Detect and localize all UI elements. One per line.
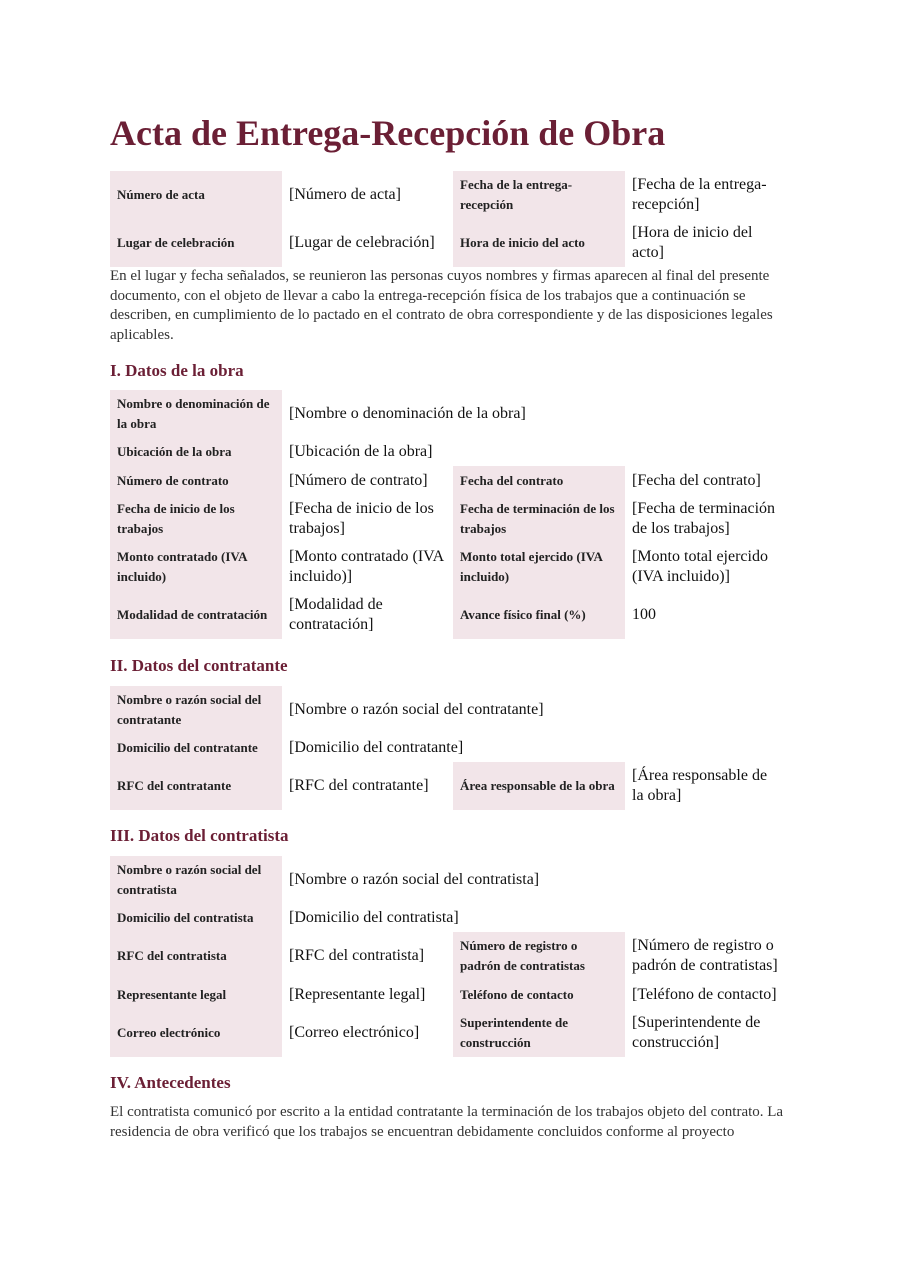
field-label: Modalidad de contratación	[110, 591, 282, 639]
field-value: [Correo electrónico]	[289, 1024, 420, 1041]
antecedentes-paragraph: El contratista comunicó por escrito a la entidad contratante la terminación de los trabajos objeto del contrato. La residencia de obra verificó que los trabajos se encuentran debidamente concluidos conforme al proyecto	[110, 1104, 784, 1140]
table-row	[110, 495, 786, 543]
field-label: Domicilio del contratista	[110, 903, 282, 932]
field-value: [Hora de inicio del acto]	[632, 224, 753, 261]
field-value: [Número de acta]	[289, 186, 401, 203]
intro-paragraph: En el lugar y fecha señalados, se reunieron las personas cuyos nombres y firmas aparecen al final del presente documento, con el objeto de llevar a cabo la entrega-recepción física de los trabajos que a continuación se describen, en cumplimiento de lo pactado en el contrato de obra correspondiente y de las disposiciones legales aplicables.	[110, 268, 773, 343]
field-value: [Domicilio del contratante]	[289, 738, 464, 756]
field-value: [Superintendente de construcción]	[632, 1014, 761, 1051]
field-label: Número de acta	[110, 171, 282, 219]
table-row	[110, 591, 786, 639]
field-label: Nombre o denominación de la obra	[110, 390, 282, 437]
field-label: Teléfono de contacto	[453, 980, 625, 1009]
field-label: Monto contratado (IVA incluido)	[110, 543, 282, 591]
field-label: Avance físico final (%)	[453, 591, 625, 639]
section-heading-contratante: II. Datos del contratante	[110, 656, 288, 675]
field-value: [Modalidad de contratación]	[289, 596, 383, 633]
field-value: 100	[632, 606, 656, 623]
field-value: [Nombre o razón social del contratante]	[289, 700, 544, 718]
field-label: Correo electrónico	[110, 1009, 282, 1057]
section-heading-contratista: III. Datos del contratista	[110, 826, 289, 845]
table-row	[110, 686, 786, 733]
field-value: [Monto contratado (IVA incluido)]	[289, 548, 444, 585]
header-table	[110, 171, 786, 267]
field-value: [Monto total ejercido (IVA incluido)]	[632, 548, 768, 585]
contratista-table	[110, 856, 786, 1057]
field-value: [Número de contrato]	[289, 471, 428, 489]
section-heading-antecedentes: IV. Antecedentes	[110, 1073, 231, 1092]
field-label: Fecha de inicio de los trabajos	[110, 495, 282, 543]
table-row	[110, 543, 786, 591]
field-value: [Fecha de terminación de los trabajos]	[632, 500, 776, 537]
field-label: RFC del contratista	[110, 932, 282, 980]
table-row	[110, 466, 786, 495]
table-row	[110, 903, 786, 932]
field-label: Número de contrato	[110, 466, 282, 495]
table-row	[110, 856, 786, 903]
field-label: Fecha de terminación de los trabajos	[453, 495, 625, 543]
field-value: [Nombre o razón social del contratista]	[289, 870, 540, 888]
field-label: RFC del contratante	[110, 762, 282, 810]
table-row	[110, 1009, 786, 1057]
field-label: Fecha de la entrega-recepción	[453, 171, 625, 219]
field-label: Representante legal	[110, 980, 282, 1009]
field-value: [Domicilio del contratista]	[289, 908, 459, 926]
field-value: [Teléfono de contacto]	[632, 985, 777, 1003]
field-value: [Ubicación de la obra]	[289, 442, 433, 460]
table-row	[110, 733, 786, 762]
field-label: Superintendente de construcción	[453, 1009, 625, 1057]
table-row	[110, 762, 786, 810]
document-title: Acta de Entrega-Recepción de Obra	[110, 113, 666, 153]
obra-table	[110, 390, 786, 639]
field-label: Nombre o razón social del contratante	[110, 686, 282, 733]
table-row	[110, 390, 786, 437]
field-value: [Área responsable de la obra]	[632, 767, 768, 804]
field-value: [RFC del contratista]	[289, 947, 425, 964]
field-label: Domicilio del contratante	[110, 733, 282, 762]
table-row	[110, 219, 786, 267]
field-label: Fecha del contrato	[453, 466, 625, 495]
field-value: [Fecha del contrato]	[632, 471, 761, 489]
field-label: Nombre o razón social del contratista	[110, 856, 282, 903]
field-value: [Número de registro o padrón de contratistas]	[632, 937, 778, 974]
field-value: [Lugar de celebración]	[289, 234, 435, 251]
table-row	[110, 980, 786, 1009]
table-row	[110, 437, 786, 466]
field-label: Área responsable de la obra	[453, 762, 625, 810]
table-row	[110, 171, 786, 219]
contratante-table	[110, 686, 786, 810]
field-label: Hora de inicio del acto	[453, 219, 625, 267]
field-value: [Representante legal]	[289, 985, 426, 1003]
field-label: Lugar de celebración	[110, 219, 282, 267]
field-label: Número de registro o padrón de contratistas	[453, 932, 625, 980]
field-value: [Fecha de la entrega-recepción]	[632, 176, 767, 213]
field-value: [RFC del contratante]	[289, 777, 429, 794]
field-value: [Nombre o denominación de la obra]	[289, 404, 526, 422]
field-label: Ubicación de la obra	[110, 437, 282, 466]
section-heading-obra: I. Datos de la obra	[110, 361, 244, 380]
table-row	[110, 932, 786, 980]
field-label: Monto total ejercido (IVA incluido)	[453, 543, 625, 591]
field-value: [Fecha de inicio de los trabajos]	[289, 500, 434, 537]
